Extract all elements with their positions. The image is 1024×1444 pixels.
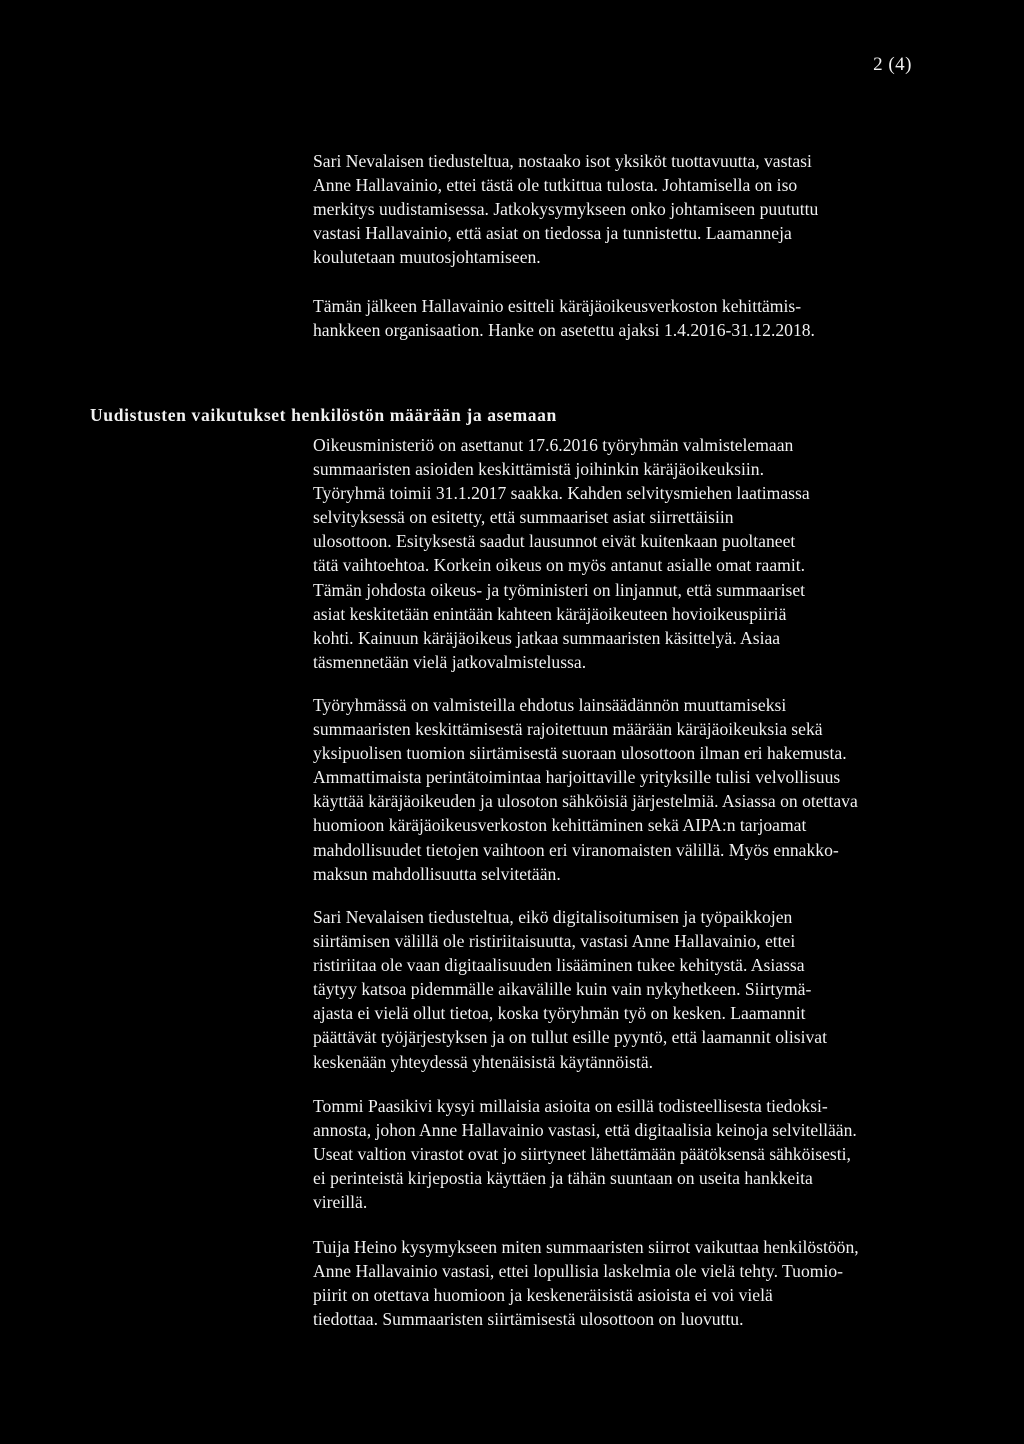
text-line: merkitys uudistamisessa. Jatkokysymykseen onko johtamiseen puututtu — [313, 199, 819, 220]
text-line: siirtämisen välillä ole ristiriitaisuutta, vastasi Anne Hallavainio, ettei — [313, 931, 796, 952]
text-line: täsmennetään vielä jatkovalmistelussa. — [313, 651, 587, 672]
text-line: tätä vaihtoehtoa. Korkein oikeus on myös antanut asialle omat raamit. — [313, 555, 805, 576]
text-line: Tommi Paasikivi kysyi millaisia asioita on esillä todisteellisesta tiedoksi- — [313, 1096, 828, 1116]
page-number: 2 (4) — [873, 54, 912, 75]
text-line: hankkeen organisaation. Hanke on asetettu ajaksi 1.4.2016-31.12.2018. — [313, 320, 815, 341]
text-line: päättävät työjärjestyksen ja on tullut esille pyyntö, että laamannit olisivat — [313, 1027, 827, 1048]
text-line: Oikeusministeriö on asettanut 17.6.2016 työryhmän valmistelemaan — [313, 435, 794, 455]
text-line: yksipuolisen tuomion siirtämisestä suoraan ulosottoon ilman eri hakemusta. — [313, 743, 847, 764]
text-line: Tuija Heino kysymykseen miten summaaristen siirrot vaikuttaa henkilöstöön, — [313, 1237, 859, 1257]
text-line: Työryhmä toimii 31.1.2017 saakka. Kahden selvitysmiehen laatimassa — [313, 483, 810, 504]
text-line: maksun mahdollisuutta selvitetään. — [313, 863, 561, 884]
text-line: keskenään yhteydessä yhtenäisistä käytännöistä. — [313, 1051, 654, 1072]
text-line: Tämän johdosta oikeus- ja työministeri on linjannut, että summaariset — [313, 579, 806, 600]
text-line: mahdollisuudet tietojen vaihtoon eri viranomaisten välillä. Myös ennakko- — [313, 839, 839, 860]
text-line: vireillä. — [313, 1192, 368, 1213]
text-line: Anne Hallavainio, ettei tästä ole tutkittua tulosta. Johtamisella on iso — [313, 175, 798, 196]
paragraph-3 — [313, 433, 810, 674]
text-line: Sari Nevalaisen tiedusteltua, eikö digitalisoitumisen ja työpaikkojen — [313, 907, 793, 927]
text-line: summaaristen asioiden keskittämistä joihinkin käräjäoikeuksiin. — [313, 459, 764, 480]
paragraph-1 — [313, 149, 818, 269]
text-line: kohti. Kainuun käräjäoikeus jatkaa summaaristen käsittelyä. Asiaa — [313, 627, 781, 648]
paragraph-5 — [313, 905, 827, 1074]
text-line: Ammattimaista perintätoimintaa harjoittaville yrityksille tulisi velvollisuus — [313, 767, 841, 788]
text-line: ajasta ei vielä ollut tietoa, koska työryhmän työ on kesken. Laamannit — [313, 1003, 806, 1024]
paragraph-7 — [313, 1235, 859, 1331]
text-line: vastasi Hallavainio, että asiat on tiedossa ja tunnistettu. Laamanneja — [313, 223, 792, 244]
text-line: ulosottoon. Esityksestä saadut lausunnot eivät kuitenkaan puoltaneet — [313, 531, 796, 552]
paragraph-4 — [313, 693, 858, 886]
section-heading: Uudistusten vaikutukset henkilöstön määrään ja asemaan — [90, 405, 557, 425]
text-line: täytyy katsoa pidemmälle aikavälille kuin vain nykyhetkeen. Siirtymä- — [313, 979, 812, 1000]
text-line: Tämän jälkeen Hallavainio esitteli käräjäoikeusverkoston kehittämis- — [313, 296, 802, 316]
text-line: Sari Nevalaisen tiedusteltua, nostaako isot yksiköt tuottavuutta, vastasi — [313, 151, 812, 171]
paragraph-2 — [313, 294, 815, 342]
text-line: piirit on otettava huomioon ja keskeneräisistä asioista ei voi vielä — [313, 1285, 773, 1306]
text-line: käyttää käräjäoikeuden ja ulosoton sähköisiä järjestelmiä. Asiassa on otettava — [313, 791, 858, 812]
text-line: ei perinteistä kirjepostia käyttäen ja tähän suuntaan on useita hankkeita — [313, 1168, 813, 1189]
text-line: Työryhmässä on valmisteilla ehdotus lainsäädännön muuttamiseksi — [313, 695, 787, 715]
paragraph-6 — [313, 1094, 857, 1214]
text-line: koulutetaan muutosjohtamiseen. — [313, 247, 541, 268]
text-line: summaaristen keskittämisestä rajoitettuun määrään käräjäoikeuksia sekä — [313, 719, 823, 740]
text-line: ristiriitaa ole vaan digitaalisuuden lisääminen tukee kehitystä. Asiassa — [313, 955, 805, 976]
text-line: tiedottaa. Summaaristen siirtämisestä ulosottoon on luovuttu. — [313, 1309, 744, 1330]
text-line: annosta, johon Anne Hallavainio vastasi, että digitaalisia keinoja selvitellään. — [313, 1120, 857, 1141]
text-line: asiat keskitetään enintään kahteen käräjäoikeuteen hovioikeuspiiriä — [313, 603, 787, 624]
text-line: huomioon käräjäoikeusverkoston kehittäminen sekä AIPA:n tarjoamat — [313, 815, 807, 836]
text-line: Anne Hallavainio vastasi, ettei lopullisia laskelmia ole vielä tehty. Tuomio- — [313, 1261, 843, 1282]
text-line: Useat valtion virastot ovat jo siirtyneet lähettämään päätöksensä sähköisesti, — [313, 1144, 851, 1165]
text-line: selvityksessä on esitetty, että summaariset asiat siirrettäisiin — [313, 507, 734, 528]
